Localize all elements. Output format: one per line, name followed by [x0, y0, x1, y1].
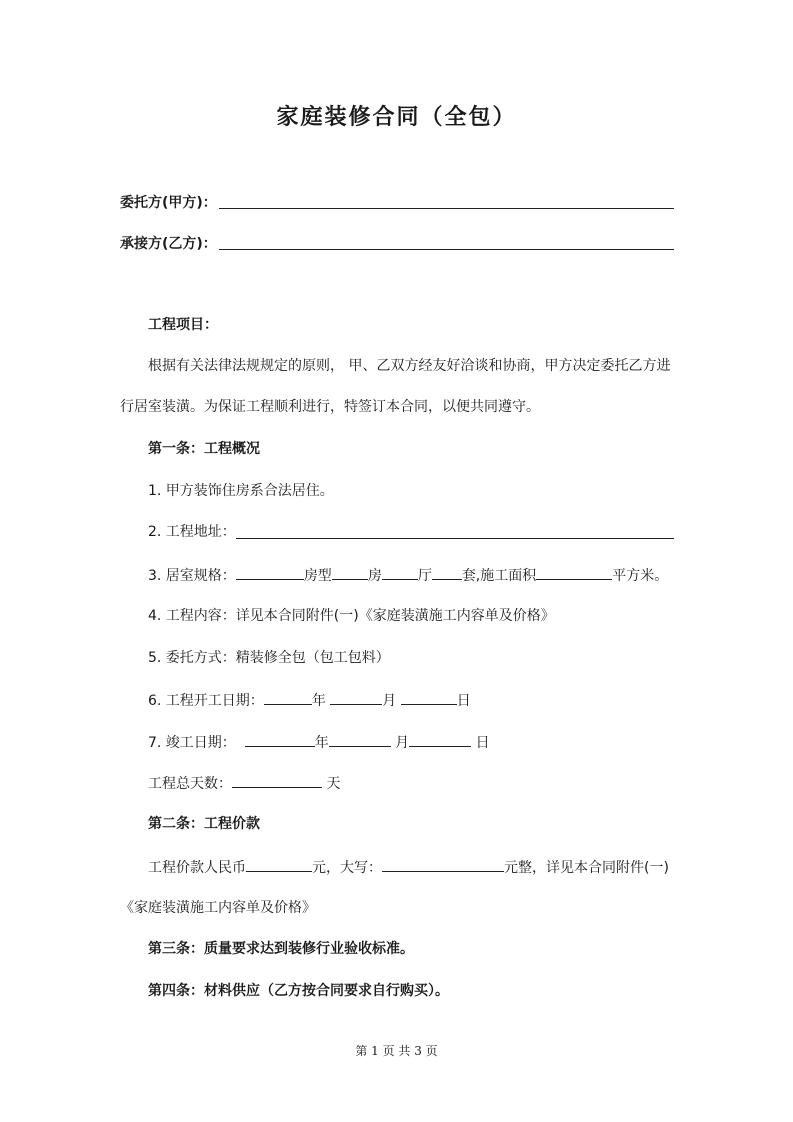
total-days-unit: 天	[326, 776, 341, 792]
halls-blank	[382, 564, 418, 580]
article1-item6	[148, 689, 674, 709]
start-year-text: 年	[311, 693, 326, 709]
total-days-line	[148, 772, 674, 792]
contractor-blank	[219, 248, 674, 250]
intro-line-1: 根据有关法律法规规定的原则， 甲、乙双方经友好洽谈和协商，甲方决定委托乙方进	[148, 358, 671, 374]
start-month-text: 月	[382, 693, 397, 709]
start-year-blank	[264, 689, 312, 705]
price-words-label: 元，大写：	[312, 860, 382, 876]
area-blank	[536, 564, 612, 580]
area-text: 套,施工面积	[461, 568, 537, 584]
project-heading: 工程项目：	[148, 317, 218, 333]
end-day-blank	[409, 731, 471, 747]
price-words-blank	[382, 856, 504, 872]
end-year-blank	[245, 731, 315, 747]
room-type-text: 房型	[303, 568, 332, 584]
article1-item5: 5. 委托方式：精装修全包（包工包料）	[148, 650, 390, 666]
end-month-blank	[329, 731, 391, 747]
halls-text: 厅	[417, 568, 432, 584]
article3: 第三条：质量要求达到装修行业验收标准。	[148, 941, 414, 957]
article1-heading: 第一条：工程概况	[148, 441, 260, 457]
start-day-text: 日	[456, 693, 471, 709]
start-month-blank	[330, 689, 382, 705]
rooms-text: 房	[367, 568, 382, 584]
article1-item1: 1. 甲方装饰住房系合法居住。	[148, 483, 334, 499]
room-type-blank	[236, 564, 304, 580]
address-blank	[236, 537, 674, 539]
price-label: 工程价款人民币	[148, 860, 246, 876]
room-spec-label: 3. 居室规格：	[148, 568, 236, 584]
intro-line-2: 行居室装潢。为保证工程顺利进行，特签订本合同，以便共同遵守。	[120, 399, 540, 415]
start-date-label: 6. 工程开工日期：	[148, 693, 264, 709]
end-day-text: 日	[475, 735, 490, 751]
document-title: 家庭装修合同（全包）	[276, 104, 517, 130]
total-days-label: 工程总天数：	[148, 776, 232, 792]
client-blank	[219, 207, 674, 209]
article2-line2: 《家庭装潢施工内容单及价格》	[120, 900, 316, 916]
contractor-party-line	[120, 229, 674, 253]
rooms-blank	[332, 564, 368, 580]
start-day-blank	[401, 689, 457, 705]
client-party-line	[120, 188, 674, 212]
sets-blank	[432, 564, 462, 580]
article2-line1	[148, 856, 674, 876]
contractor-label: 承接方(乙方)：	[120, 236, 217, 252]
total-days-blank	[232, 772, 322, 788]
article2-heading: 第二条：工程价款	[148, 816, 260, 832]
article1-item7	[148, 731, 674, 751]
page-footer: 第 1 页 共 3 页	[355, 1044, 438, 1058]
article4: 第四条：材料供应（乙方按合同要求自行购买）。	[148, 983, 449, 999]
address-label: 2. 工程地址：	[148, 524, 236, 540]
sqm-text: 平方米。	[612, 568, 669, 584]
completion-date-label: 7. 竣工日期：	[148, 735, 236, 751]
client-label: 委托方(甲方)：	[120, 195, 217, 211]
end-year-text: 年	[314, 735, 329, 751]
price-suffix: 元整，详见本合同附件(一)	[504, 860, 669, 876]
article1-item2	[148, 522, 674, 542]
article1-item3	[148, 564, 674, 584]
article1-item4: 4. 工程内容：详见本合同附件(一)《家庭装潢施工内容单及价格》	[148, 608, 555, 624]
end-month-text: 月	[395, 735, 410, 751]
price-number-blank	[246, 856, 312, 872]
